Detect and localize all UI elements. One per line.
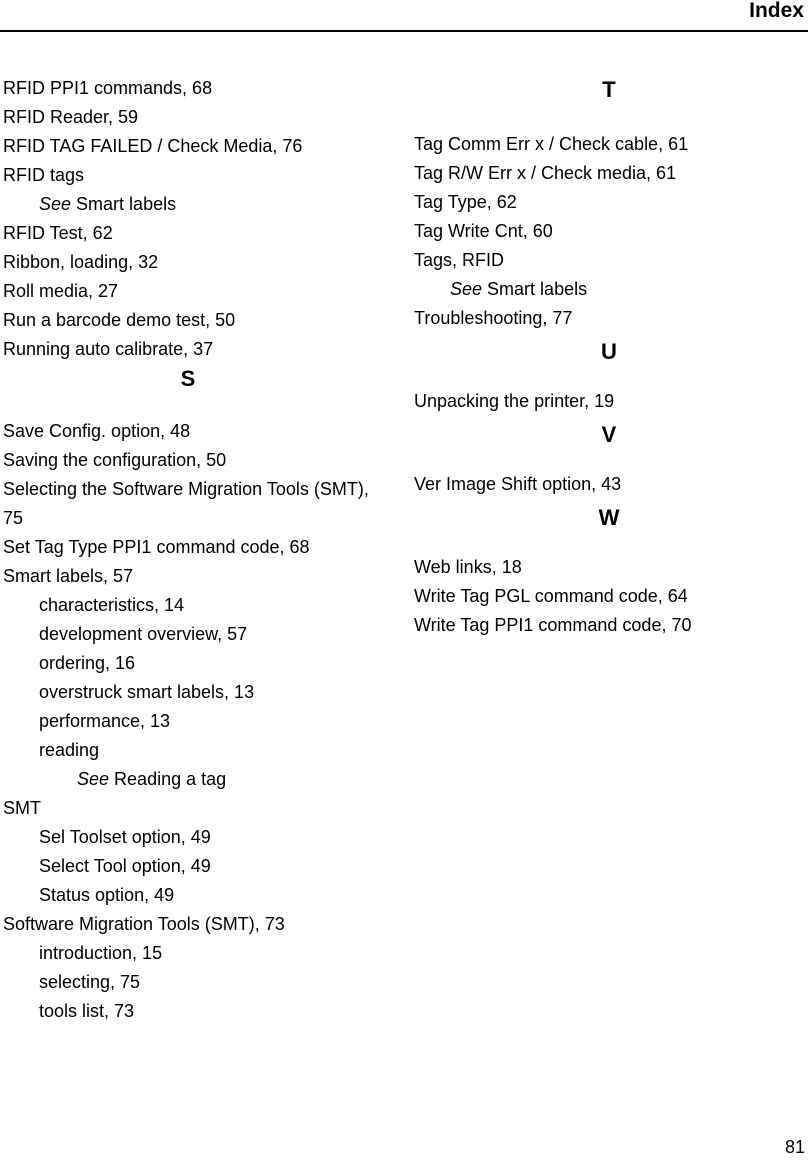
index-subentry: ordering, 16 bbox=[39, 653, 136, 673]
index-subentry: selecting, 75 bbox=[39, 972, 141, 992]
index-entry: Unpacking the printer, 19 bbox=[414, 391, 615, 411]
running-header-title: Index bbox=[749, 0, 804, 22]
index-entry: RFID Reader, 59 bbox=[3, 107, 139, 127]
index-subentry: Sel Toolset option, 49 bbox=[39, 827, 211, 847]
header-rule bbox=[0, 30, 808, 32]
index-entry: RFID tags bbox=[3, 165, 85, 185]
index-subentry: characteristics, 14 bbox=[39, 595, 185, 615]
see-label: See bbox=[39, 194, 72, 214]
index-entry: Tag Comm Err x / Check cable, 61 bbox=[414, 134, 689, 154]
section-letter-t: T bbox=[602, 77, 616, 102]
index-entry: RFID PPI1 commands, 68 bbox=[3, 78, 213, 98]
index-entry: Roll media, 27 bbox=[3, 281, 119, 301]
index-subentry: reading bbox=[39, 740, 100, 760]
see-reference bbox=[3, 190, 373, 219]
see-label: See bbox=[77, 769, 110, 789]
page-number: 81 bbox=[784, 1137, 805, 1157]
index-entry: Smart labels, 57 bbox=[3, 566, 134, 586]
section-letter-u: U bbox=[601, 339, 617, 364]
index-entry: Tags, RFID bbox=[414, 250, 505, 270]
index-subentry: introduction, 15 bbox=[39, 943, 163, 963]
see-reference bbox=[414, 275, 804, 304]
index-subentry: development overview, 57 bbox=[39, 624, 248, 644]
index-entry: Ver Image Shift option, 43 bbox=[414, 474, 622, 494]
index-entry: Write Tag PPI1 command code, 70 bbox=[414, 615, 692, 635]
see-target: Smart labels bbox=[487, 279, 588, 299]
section-letter-s: S bbox=[180, 366, 196, 391]
see-target: Reading a tag bbox=[114, 769, 227, 789]
index-entry: Software Migration Tools (SMT), 73 bbox=[3, 914, 285, 934]
see-label: See bbox=[450, 279, 483, 299]
index-entry: Tag Type, 62 bbox=[414, 192, 517, 212]
index-entry: SMT bbox=[3, 798, 41, 818]
index-entry: Saving the configuration, 50 bbox=[3, 450, 227, 470]
index-entry: Set Tag Type PPI1 command code, 68 bbox=[3, 537, 310, 557]
index-column-right bbox=[414, 68, 804, 640]
section-letter-v: V bbox=[601, 422, 617, 447]
index-subentry: Select Tool option, 49 bbox=[39, 856, 211, 876]
see-target: Smart labels bbox=[76, 194, 177, 214]
see-reference bbox=[3, 765, 373, 794]
index-entry: RFID TAG FAILED / Check Media, 76 bbox=[3, 136, 303, 156]
index-entry: Running auto calibrate, 37 bbox=[3, 339, 214, 359]
index-subentry: overstruck smart labels, 13 bbox=[39, 682, 255, 702]
index-subentry: tools list, 73 bbox=[39, 1001, 135, 1021]
index-entry: Web links, 18 bbox=[414, 557, 522, 577]
index-subentry: performance, 13 bbox=[39, 711, 171, 731]
index-column-left bbox=[3, 74, 373, 1026]
index-entry: Tag R/W Err x / Check media, 61 bbox=[414, 163, 677, 183]
index-entry: Run a barcode demo test, 50 bbox=[3, 310, 236, 330]
index-entry: RFID Test, 62 bbox=[3, 223, 113, 243]
index-subentry: Status option, 49 bbox=[39, 885, 175, 905]
index-entry: Troubleshooting, 77 bbox=[414, 308, 573, 328]
index-entry: Write Tag PGL command code, 64 bbox=[414, 586, 688, 606]
index-entry: Ribbon, loading, 32 bbox=[3, 252, 159, 272]
index-entry: Selecting the Software Migration Tools (SMT), 75 bbox=[3, 479, 369, 528]
index-entry: Save Config. option, 48 bbox=[3, 421, 191, 441]
section-letter-w: W bbox=[598, 505, 620, 530]
index-entry: Tag Write Cnt, 60 bbox=[414, 221, 553, 241]
